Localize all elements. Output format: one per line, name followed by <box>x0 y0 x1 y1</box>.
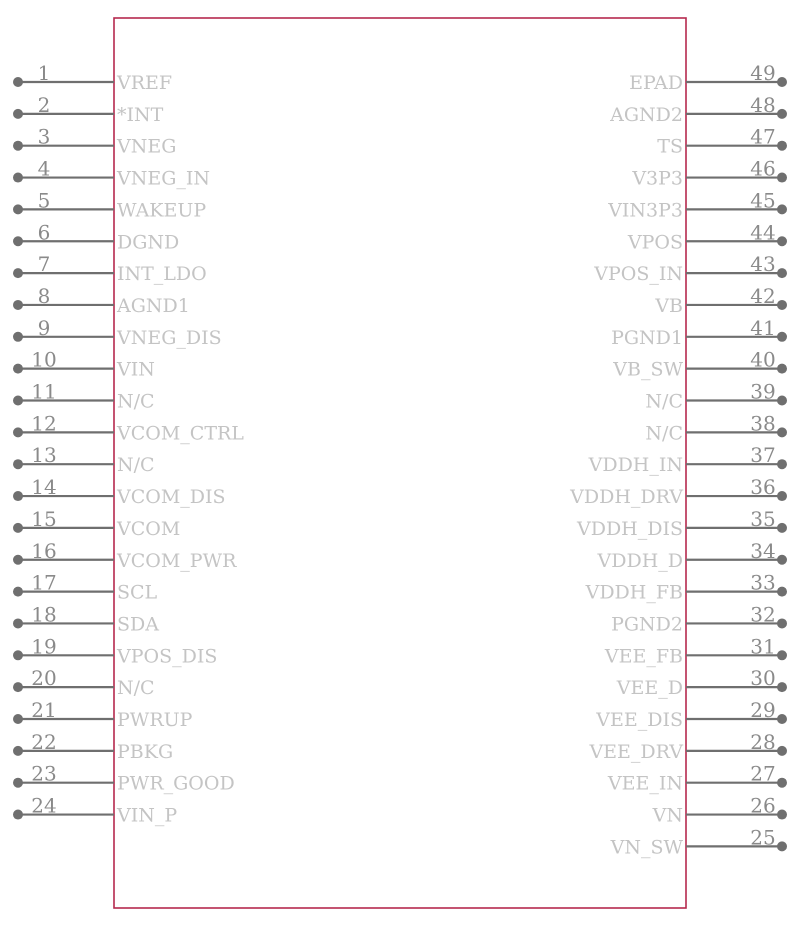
pin-number: 28 <box>750 729 776 754</box>
pin-number: 30 <box>750 666 776 691</box>
pin-26 <box>652 794 787 827</box>
pin-6 <box>13 220 179 253</box>
pin-name: VEE_FB <box>604 645 683 668</box>
pin-name: VIN <box>117 358 155 381</box>
pin-endpoint-dot <box>13 236 23 246</box>
pin-48 <box>609 93 787 126</box>
left-pin-group <box>13 61 244 827</box>
pin-name: VCOM <box>117 517 181 540</box>
pin-number: 6 <box>37 220 51 245</box>
pin-21 <box>13 698 193 731</box>
pin-41 <box>611 316 787 349</box>
pin-number: 7 <box>37 252 51 277</box>
pin-number: 3 <box>37 124 51 149</box>
pin-endpoint-dot <box>777 714 787 724</box>
pin-25 <box>610 825 787 858</box>
pin-name: N/C <box>117 390 155 413</box>
pin-endpoint-dot <box>13 810 23 820</box>
pin-name: WAKEUP <box>117 199 207 222</box>
pin-name: N/C <box>645 390 683 413</box>
pin-number: 5 <box>37 188 51 213</box>
pin-number: 23 <box>31 761 57 786</box>
pin-endpoint-dot <box>777 650 787 660</box>
pin-20 <box>13 666 155 699</box>
pin-number: 46 <box>750 156 776 181</box>
pin-name: *INT <box>117 103 164 126</box>
pin-endpoint-dot <box>777 364 787 374</box>
pin-number: 25 <box>750 825 776 850</box>
pin-name: VCOM_DIS <box>117 486 226 509</box>
pin-name: VEE_DRV <box>589 740 683 763</box>
pin-name: PBKG <box>117 740 174 763</box>
pin-45 <box>607 188 787 221</box>
pin-endpoint-dot <box>777 141 787 151</box>
pin-15 <box>13 507 180 540</box>
pin-name: DGND <box>117 231 180 254</box>
pin-43 <box>593 252 787 285</box>
pin-number: 20 <box>31 666 57 691</box>
pin-number: 45 <box>750 188 776 213</box>
pin-name: VDDH_D <box>597 549 683 572</box>
pin-36 <box>569 475 787 508</box>
pin-name: VIN_P <box>117 804 178 827</box>
pin-19 <box>13 634 217 667</box>
pin-endpoint-dot <box>777 109 787 119</box>
pin-endpoint-dot <box>777 77 787 87</box>
pin-name: VEE_DIS <box>596 709 683 731</box>
pin-name: N/C <box>645 422 683 445</box>
pin-number: 18 <box>31 602 57 627</box>
pin-18 <box>13 602 159 635</box>
pin-name: EPAD <box>629 72 683 94</box>
pin-name: PWR_GOOD <box>117 772 235 795</box>
pin-endpoint-dot <box>777 810 787 820</box>
pin-16 <box>13 539 237 572</box>
pin-number: 36 <box>750 475 776 500</box>
pin-name: SCL <box>117 581 158 604</box>
pin-number: 16 <box>31 538 57 563</box>
pin-endpoint-dot <box>777 682 787 692</box>
pin-endpoint-dot <box>777 778 787 788</box>
pin-name: VPOS_IN <box>594 263 683 286</box>
pin-name: PWRUP <box>117 709 193 731</box>
pin-endpoint-dot <box>777 204 787 214</box>
pin-38 <box>645 411 787 444</box>
pin-12 <box>13 411 244 444</box>
pin-number: 40 <box>750 347 776 372</box>
pin-name: VN_SW <box>610 836 683 859</box>
pin-endpoint-dot <box>13 364 23 374</box>
pin-number: 33 <box>750 570 776 595</box>
pin-44 <box>627 220 787 253</box>
pin-name: VDDH_IN <box>588 454 683 477</box>
pin-name: VPOS <box>627 231 683 254</box>
pin-32 <box>611 602 787 635</box>
pin-endpoint-dot <box>777 841 787 851</box>
pin-endpoint-dot <box>777 396 787 406</box>
pin-number: 44 <box>750 220 776 245</box>
pin-49 <box>629 61 787 94</box>
pin-endpoint-dot <box>777 746 787 756</box>
pin-number: 27 <box>750 761 776 786</box>
pin-endpoint-dot <box>13 77 23 87</box>
pin-endpoint-dot <box>777 332 787 342</box>
pin-endpoint-dot <box>13 714 23 724</box>
pin-number: 13 <box>31 443 57 468</box>
pin-endpoint-dot <box>13 682 23 692</box>
pin-24 <box>13 794 177 827</box>
pin-name: VEE_D <box>616 677 683 700</box>
pin-name: VPOS_DIS <box>117 645 218 668</box>
pin-endpoint-dot <box>13 778 23 788</box>
pin-name: VCOM_PWR <box>117 549 237 572</box>
pin-endpoint-dot <box>777 268 787 278</box>
pin-name: PGND2 <box>611 613 683 636</box>
pin-14 <box>13 475 226 508</box>
pin-number: 31 <box>750 634 776 659</box>
pin-endpoint-dot <box>777 587 787 597</box>
pin-47 <box>657 125 787 158</box>
pin-number: 8 <box>37 283 51 308</box>
pin-23 <box>13 762 235 795</box>
pin-number: 35 <box>750 506 776 531</box>
pin-35 <box>576 507 787 540</box>
pin-name: N/C <box>117 454 155 477</box>
pin-29 <box>595 698 787 731</box>
pin-endpoint-dot <box>13 173 23 183</box>
pin-5 <box>13 188 206 221</box>
pin-number: 34 <box>750 538 776 563</box>
pin-number: 4 <box>37 156 51 181</box>
pin-endpoint-dot <box>13 268 23 278</box>
pin-name: VCOM_CTRL <box>117 422 244 445</box>
pin-name: INT_LDO <box>117 263 207 286</box>
pin-number: 37 <box>750 443 776 468</box>
pin-9 <box>13 316 222 349</box>
pin-endpoint-dot <box>777 555 787 565</box>
pin-number: 38 <box>750 411 776 436</box>
pin-39 <box>645 380 787 413</box>
pin-endpoint-dot <box>13 746 23 756</box>
pin-name: VDDH_DIS <box>576 517 683 540</box>
pin-endpoint-dot <box>777 459 787 469</box>
pin-37 <box>588 443 787 476</box>
pin-7 <box>13 252 207 285</box>
pin-number: 12 <box>31 411 57 436</box>
pin-endpoint-dot <box>13 650 23 660</box>
pin-name: AGND2 <box>610 103 683 126</box>
pin-number: 26 <box>750 793 776 818</box>
pin-10 <box>13 348 155 381</box>
pin-34 <box>597 539 788 572</box>
pin-number: 43 <box>750 252 776 277</box>
pin-number: 2 <box>37 92 51 117</box>
pin-number: 32 <box>750 602 776 627</box>
pin-name: VB <box>655 294 683 317</box>
pin-name: VN <box>652 804 683 827</box>
pin-endpoint-dot <box>13 491 23 501</box>
pin-28 <box>588 730 787 763</box>
pin-number: 11 <box>31 379 57 404</box>
pin-number: 42 <box>750 283 776 308</box>
pin-number: 15 <box>31 506 57 531</box>
pin-endpoint-dot <box>13 396 23 406</box>
pin-number: 21 <box>31 698 57 722</box>
pin-number: 17 <box>31 570 57 595</box>
right-pin-group <box>569 61 787 858</box>
pin-name: VIN3P3 <box>608 199 683 222</box>
pin-number: 1 <box>37 61 51 85</box>
pin-number: 19 <box>31 634 57 659</box>
pin-31 <box>604 634 787 667</box>
pin-name: VNEG_DIS <box>117 326 222 349</box>
pin-2 <box>13 93 164 126</box>
pin-name: N/C <box>117 677 155 700</box>
pin-42 <box>654 284 787 317</box>
pin-name: AGND1 <box>117 294 190 317</box>
pin-endpoint-dot <box>13 300 23 310</box>
pin-number: 41 <box>750 315 776 340</box>
pin-name: VDDH_DRV <box>570 486 683 509</box>
pin-number: 22 <box>31 729 57 754</box>
pin-3 <box>13 125 176 158</box>
pin-name: VB_SW <box>613 358 683 381</box>
pin-name: V3P3 <box>632 167 683 190</box>
pin-number: 39 <box>750 379 776 404</box>
pin-endpoint-dot <box>13 618 23 628</box>
pin-name: VREF <box>117 72 173 94</box>
pin-endpoint-dot <box>13 204 23 214</box>
pin-name: PGND1 <box>611 326 683 349</box>
pin-endpoint-dot <box>777 236 787 246</box>
pin-1 <box>13 61 172 94</box>
pin-8 <box>13 284 190 317</box>
pin-name: SDA <box>117 613 159 636</box>
pin-40 <box>612 348 787 381</box>
pin-number: 24 <box>31 793 57 818</box>
pin-name: VEE_IN <box>607 772 683 795</box>
pin-name: VNEG_IN <box>117 167 211 190</box>
pin-27 <box>607 762 787 795</box>
pin-11 <box>13 380 155 413</box>
pin-endpoint-dot <box>13 141 23 151</box>
pin-endpoint-dot <box>777 427 787 437</box>
pin-22 <box>13 730 173 763</box>
pin-endpoint-dot <box>777 618 787 628</box>
pin-name: TS <box>657 135 683 158</box>
pin-endpoint-dot <box>13 523 23 533</box>
pin-number: 10 <box>31 347 57 372</box>
pin-endpoint-dot <box>13 459 23 469</box>
pin-endpoint-dot <box>777 173 787 183</box>
pin-name: VDDH_FB <box>585 581 683 604</box>
pin-4 <box>13 157 210 190</box>
pin-17 <box>13 571 158 604</box>
pin-number: 14 <box>31 475 57 500</box>
pin-number: 47 <box>750 124 776 149</box>
pin-endpoint-dot <box>777 523 787 533</box>
pin-30 <box>616 666 787 699</box>
pin-endpoint-dot <box>13 427 23 437</box>
pin-13 <box>13 443 155 476</box>
pin-number: 9 <box>37 315 51 340</box>
pin-endpoint-dot <box>13 587 23 597</box>
pin-endpoint-dot <box>13 555 23 565</box>
pin-endpoint-dot <box>13 109 23 119</box>
pin-endpoint-dot <box>777 491 787 501</box>
pin-number: 49 <box>750 61 776 85</box>
pin-46 <box>631 157 787 190</box>
pin-number: 48 <box>750 92 776 117</box>
pin-endpoint-dot <box>13 332 23 342</box>
pin-endpoint-dot <box>777 300 787 310</box>
pin-number: 29 <box>750 698 776 722</box>
pin-name: VNEG <box>117 135 177 158</box>
